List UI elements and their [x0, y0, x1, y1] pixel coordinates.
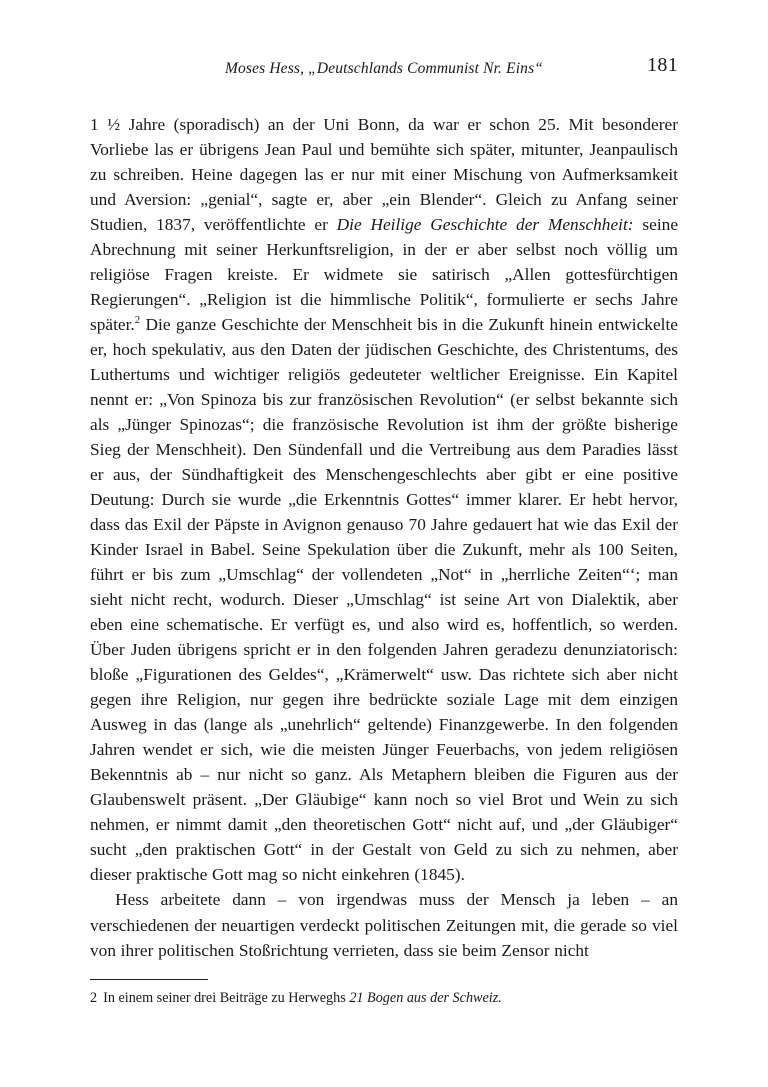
footnote-reference[interactable]: 2: [134, 314, 141, 327]
running-head-title: Moses Hess, „Deutschlands Communist Nr. Eins“: [224, 60, 544, 77]
footnote-separator-rule: [90, 979, 208, 980]
italic-title: 21 Bogen aus der Schweiz.: [349, 990, 502, 1006]
page-number: 181: [647, 54, 678, 76]
running-head: [90, 54, 678, 86]
body-text-column: [90, 112, 678, 963]
footnote: [90, 989, 678, 1008]
footnote-text: In einem seiner drei Beiträge zu Herweghs 21 Bogen aus der Schweiz.: [103, 990, 502, 1006]
footnote-area: [90, 979, 678, 1008]
paragraph: Hess arbeitete dann – von irgendwas muss der Mensch ja leben – an verschiedenen der neuartigen verdeckt politischen Zeitungen mit, die gerade so viel von ihrer politischen Stoßrichtung verrieten, dass sie beim Zensor nicht: [90, 890, 678, 960]
paragraph: 1 ½ Jahre (sporadisch) an der Uni Bonn, da war er schon 25. Mit besonderer Vorliebe las er übrigens Jean Paul und bemühte sich später, mitunter, Jeanpaulisch zu schreiben. Heine dagegen las er nur mit einer Mischung von Aufmerksamkeit und Aversion: „genial“, sagte er, aber „ein Blender“. Gleich zu Anfang seiner Studien, 1837, veröffentlichte er Die Heilige Geschichte der Menschheit: seine Abrechnung mit seiner Herkunftsreligion, in der er aber selbst noch völlig um religiöse Fragen kreiste. Er widmete sie satirisch „Allen gottesfürchtigen Regierungen“. „Religion ist die himmlische Politik“, formulierte er sechs Jahre später.$^2$ Die ganze Geschichte der Menschheit bis in die Zukunft hinein entwickelte er, hoch spekulativ, aus den Daten der jüdischen Geschichte, des Christentums, des Luthertums und wichtiger religiös gedeuteter weltlicher Ereignisse. Ein Kapitel nennt er: „Von Spinoza bis zur französischen Revolution“ (er selbst bekannte sich als „Jünger Spinozas“; die französische Revolution ist ihm der größte bisherige Sieg der Menschheit). Den Sündenfall und die Vertreibung aus dem Paradies lässt er aus, der Sündhaftigkeit des Menschengeschlechts aber gibt er eine positive Deutung: Durch sie wurde „die Erkenntnis Gottes“ immer klarer. Er hebt hervor, dass das Exil der Päpste in Avignon genauso 70 Jahre gedauert hat wie das Exil der Kinder Israel in Babel. Seine Spekulation über die Zukunft, mehr als 100 Seiten, führt er bis zum „Umschlag“ der vollendeten „Not“ in „herrliche Zeiten“‘; man sieht nicht recht, wodurch. Dieser „Umschlag“ ist seine Art von Dialektik, aber eben eine schematische. Er verfügt es, und also wird es, hoffentlich, so werden. Über Juden übrigens spricht er in den folgenden Jahren geradezu denunziatorisch: bloße „Figurationen des Geldes“, „Krämerwelt“ usw. Das richtete sich aber nicht gegen ihre Religion, nur gegen ihre bedrückte soziale Lage mit dem einzigen Ausweg in das (lange als „unehrlich“ geltende) Finanzgewerbe. In den folgenden Jahren wendet er sich, wie die meisten Jünger Feuerbachs, von jedem religiösen Bekenntnis ab – nur nicht so ganz. Als Metaphern bleiben die Figuren aus der Glaubenswelt präsent. „Der Gläubige“ kann noch so viel Brot und Wein zu sich nehmen, er nimmt damit „den theoretischen Gott“ nicht auf, und „der Gläubiger“ sucht „den praktischen Gott“ in der Gestalt von Geld zu sich zu nehmen, aber dieser praktische Gott mag so nicht einkehren (1845).: [90, 115, 679, 885]
footnote-marker: 2: [90, 990, 98, 1006]
italic-title: Die Heilige Geschichte der Menschheit:: [336, 215, 634, 235]
